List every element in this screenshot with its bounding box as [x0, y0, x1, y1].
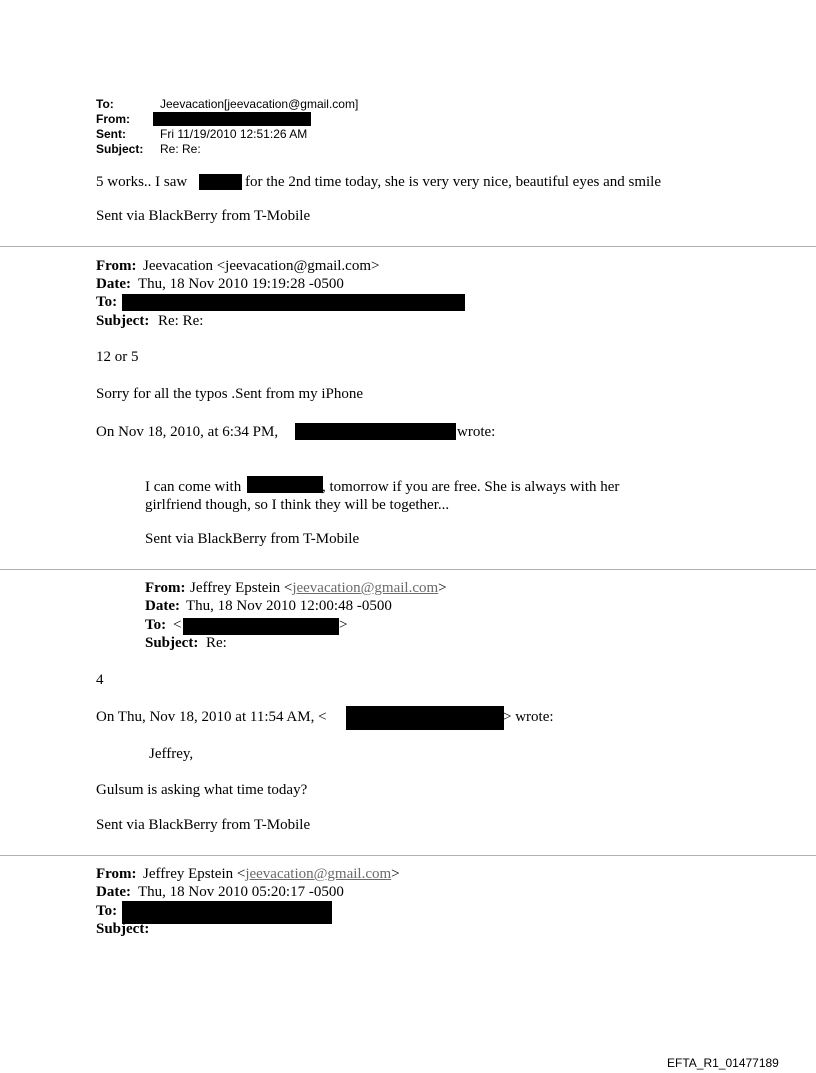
document-id: EFTA_R1_01477189: [667, 1056, 779, 1070]
separator-2: [0, 569, 816, 570]
msg2-to-label: To:: [96, 294, 118, 310]
msg3-greeting: Jeffrey,: [149, 746, 194, 762]
msg2-body: 12 or 5: [96, 349, 139, 365]
msg3-to-redaction: [183, 618, 339, 635]
msg3-body: 4: [96, 672, 104, 688]
msg2-from-label: From:: [96, 258, 137, 274]
msg3-on-wrote-start: On Thu, Nov 18, 2010 at 11:54 AM, <: [96, 709, 327, 725]
msg3-from-value: [190, 581, 447, 596]
quote1-line2: girlfriend though, so I think they will be together...: [145, 497, 450, 513]
msg2-subject-value: Re: Re:: [158, 313, 204, 329]
quote1-signature: Sent via BlackBerry from T-Mobile: [145, 531, 360, 547]
msg4-from-label: From:: [96, 866, 137, 882]
msg3-to-close: >: [339, 617, 348, 633]
quote1-line1-start: I can come with: [145, 479, 242, 495]
msg3-subject-label: Subject:: [145, 635, 199, 651]
msg4-subject-label: Subject:: [96, 921, 150, 937]
msg3-on-wrote-end: > wrote:: [503, 709, 554, 725]
msg1-body-end: for the 2nd time today, she is very very nice, beautiful eyes and smile: [245, 174, 661, 190]
msg3-date-value: Thu, 18 Nov 2010 12:00:48 -0500: [186, 598, 392, 614]
header-from-redaction: [153, 112, 311, 126]
msg2-typos-line: Sorry for all the typos .Sent from my iPhone: [96, 386, 364, 402]
separator-1: [0, 246, 816, 247]
msg3-to-label: To:: [145, 617, 167, 633]
msg2-sender-redaction: [295, 423, 456, 440]
msg2-from-value: Jeevacation <jeevacation@gmail.com>: [143, 258, 380, 274]
msg4-date-label: Date:: [96, 884, 131, 900]
msg1-body-start: 5 works.. I saw: [96, 174, 188, 190]
msg4-from-value: [143, 867, 400, 882]
msg3-from-name: Jeffrey Epstein <: [190, 580, 293, 596]
msg4-to-label: To:: [96, 903, 118, 919]
header-sent-value: Fri 11/19/2010 12:51:26 AM: [160, 127, 308, 141]
msg3-sender-redaction: [346, 706, 504, 730]
header-to-label: To:: [96, 97, 114, 111]
msg3-date-label: Date:: [145, 598, 180, 614]
quote1-line1-end: , tomorrow if you are free. She is always with her: [322, 479, 620, 495]
header-subject-label: Subject:: [96, 142, 144, 156]
msg3-from-email-link[interactable]: jeevacation@gmail.com: [292, 580, 439, 596]
msg2-date-label: Date:: [96, 276, 131, 292]
quote1-name-redaction: [247, 476, 323, 493]
msg3-question: Gulsum is asking what time today?: [96, 782, 308, 798]
msg1-name-redaction: [199, 174, 242, 190]
msg3-to-open: <: [173, 617, 182, 633]
msg3-from-close: >: [438, 580, 447, 596]
msg4-from-email-link[interactable]: jeevacation@gmail.com: [245, 866, 392, 882]
msg2-to-redaction: [122, 294, 465, 311]
msg4-from-close: >: [391, 866, 400, 882]
header-from-label: From:: [96, 112, 130, 126]
separator-3: [0, 855, 816, 856]
msg3-from-label: From:: [145, 580, 186, 596]
header-to-value: Jeevacation[jeevacation@gmail.com]: [160, 97, 359, 111]
msg2-on-wrote-start: On Nov 18, 2010, at 6:34 PM,: [96, 424, 279, 440]
header-sent-label: Sent:: [96, 127, 126, 141]
msg2-date-value: Thu, 18 Nov 2010 19:19:28 -0500: [138, 276, 344, 292]
msg4-from-name: Jeffrey Epstein <: [143, 866, 246, 882]
msg3-signature: Sent via BlackBerry from T-Mobile: [96, 817, 311, 833]
msg4-date-value: Thu, 18 Nov 2010 05:20:17 -0500: [138, 884, 344, 900]
msg2-subject-label: Subject:: [96, 313, 150, 329]
msg2-on-wrote-end: wrote:: [457, 424, 496, 440]
msg3-subject-value: Re:: [206, 635, 227, 651]
msg4-to-redaction: [122, 901, 332, 924]
header-subject-value: Re: Re:: [160, 142, 201, 156]
msg1-signature: Sent via BlackBerry from T-Mobile: [96, 208, 311, 224]
